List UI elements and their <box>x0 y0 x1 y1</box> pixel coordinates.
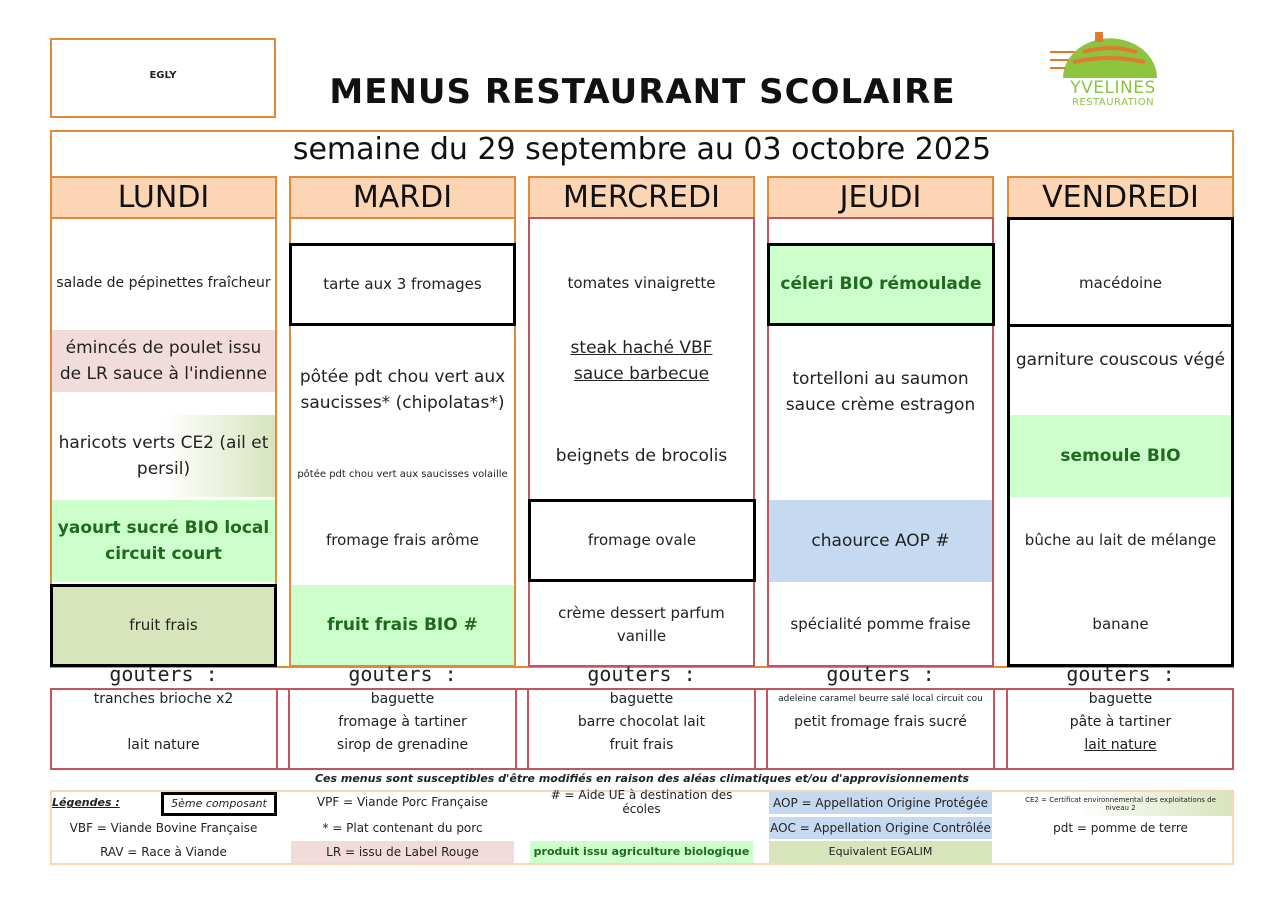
menu-item: steak haché VBF sauce barbecue <box>570 337 713 384</box>
menu-item: semoule BIO <box>1010 415 1231 497</box>
gouter-item: lait nature <box>127 737 200 753</box>
menu-item: macédoine <box>1079 274 1162 293</box>
divider <box>515 688 517 770</box>
gouters-title: gouters : <box>826 662 935 686</box>
divider <box>754 688 756 770</box>
divider <box>288 688 290 770</box>
divider <box>1007 324 1234 327</box>
day-header-mardi: MARDI <box>289 176 516 219</box>
divider <box>527 688 529 770</box>
disclaimer: Ces menus sont susceptibles d'être modifiés en raison des aléas climatiques et/ou d'approvisionnements <box>314 772 970 785</box>
gouters-title: gouters : <box>587 662 696 686</box>
day-header-lundi: LUNDI <box>50 176 277 219</box>
menu-item: garniture couscous végé <box>1015 349 1226 370</box>
gouters-title: gouters : <box>109 662 218 686</box>
legend-pdt: pdt = pomme de terre <box>1053 820 1188 835</box>
menu-item: céleri BIO rémoulade <box>767 243 995 326</box>
menu-item: spécialité pomme fraise <box>790 615 971 634</box>
logo-line2: RESTAURATION <box>1071 97 1155 108</box>
menu-item: tarte aux 3 fromages <box>289 243 516 326</box>
menu-item: bûche au lait de mélange <box>1024 531 1217 550</box>
day-header-mercredi: MERCREDI <box>528 176 755 219</box>
menu-item: fruit frais <box>50 584 277 667</box>
divider <box>1006 688 1008 770</box>
menu-item: tortelloni au saumon sauce crème estragon <box>785 368 976 415</box>
gouter-item: sirop de grenadine <box>336 737 469 753</box>
menu-item: pôtée pdt chou vert aux saucisses volaille <box>297 469 508 481</box>
gouter-item: fruit frais <box>609 737 674 753</box>
legend-bio: produit issu agriculture biologique <box>530 841 753 863</box>
gouter-item: petit fromage frais sucré <box>794 714 967 730</box>
legend-aoc: AOC = Appellation Origine Contrôlée <box>769 817 992 839</box>
day-header-jeudi: JEUDI <box>767 176 994 219</box>
gouter-item: lait nature <box>1084 737 1157 753</box>
week-title: semaine du 29 septembre au 03 octobre 2025 <box>292 132 992 167</box>
gouter-item: baguette <box>370 691 435 707</box>
menu-item: beignets de brocolis <box>555 445 728 466</box>
menu-item: émincés de poulet issu de LR sauce à l'indienne <box>52 330 275 392</box>
legend-lr: LR = issu de Label Rouge <box>291 841 514 863</box>
divider <box>276 688 278 770</box>
gouter-item: baguette <box>609 691 674 707</box>
menu-item: pôtée pdt chou vert aux saucisses* (chipolatas*) <box>299 366 506 413</box>
day-header-vendredi: VENDREDI <box>1007 176 1234 219</box>
legend-aop: AOP = Appellation Origine Protégée <box>769 792 992 814</box>
divider <box>993 688 995 770</box>
menu-item: fromage ovale <box>528 499 756 582</box>
page-title: MENUS RESTAURANT SCOLAIRE <box>329 72 956 112</box>
menu-item: banane <box>1092 615 1149 634</box>
menu-item: chaource AOP # <box>769 500 992 582</box>
menu-item: tomates vinaigrette <box>567 274 716 293</box>
legend-porc: * = Plat contenant du porc <box>322 820 483 835</box>
legend-ce2: CE2 = Certificat environnemental des exploitations de niveau 2 <box>1009 792 1232 816</box>
gouters-title: gouters : <box>1066 662 1175 686</box>
legend-egalim: Equivalent EGALIM <box>769 841 992 863</box>
menu-item: fromage frais arôme <box>325 531 480 550</box>
legend-ue: # = Aide UE à destination des écoles <box>550 787 733 816</box>
gouters-title: gouters : <box>348 662 457 686</box>
legend-fifth: 5ème composant <box>161 792 277 816</box>
gouter-item: barre chocolat lait <box>577 714 706 730</box>
legend-rav: RAV = Race à Viande <box>100 844 227 859</box>
logo <box>1045 30 1175 115</box>
legend-vbf: VBF = Viande Bovine Française <box>69 820 258 835</box>
legend-vpf: VPF = Viande Porc Française <box>316 794 489 809</box>
school-box <box>50 38 276 118</box>
menu-item: yaourt sucré BIO local circuit court <box>52 500 275 582</box>
gouter-item: pâte à tartiner <box>1069 714 1172 730</box>
menu-item: crème dessert parfum vanille <box>558 603 725 645</box>
menu-item: fruit frais BIO # <box>291 585 514 665</box>
logo-line1: YVELINES <box>1070 78 1156 98</box>
menu-item: salade de pépinettes fraîcheur <box>56 275 271 292</box>
school-name: EGLY <box>149 69 177 81</box>
gouter-item: baguette <box>1088 691 1153 707</box>
legend-title: Légendes : <box>52 796 120 810</box>
gouter-item: fromage à tartiner <box>338 714 467 730</box>
gouter-item: tranches brioche x2 <box>93 691 234 707</box>
gouter-item: adeleine caramel beurre salé local circuit cou <box>778 694 983 704</box>
menu-item: haricots verts CE2 (ail et persil) <box>52 415 275 497</box>
